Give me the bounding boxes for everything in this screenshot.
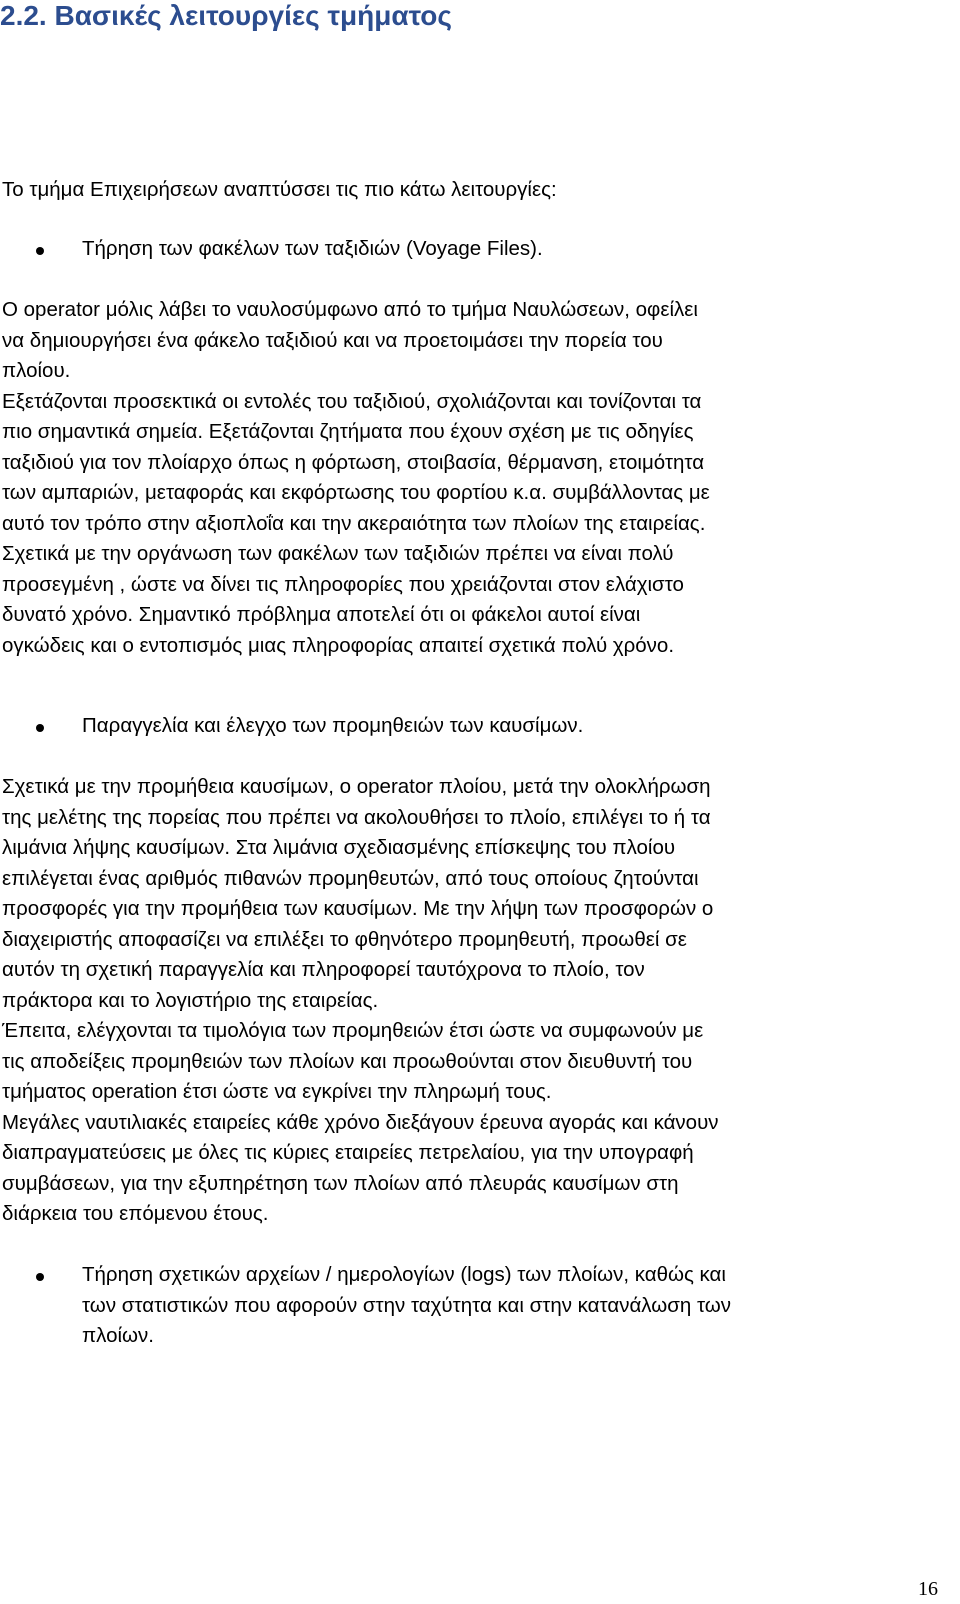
paragraph-line: πλοίου. xyxy=(2,359,71,382)
paragraph-line: δυνατό χρόνο. Σημαντικό πρόβλημα αποτελεί ότι οι φάκελοι αυτοί είναι xyxy=(2,603,641,626)
paragraph-line: τμήματος operation έτσι ώστε να εγκρίνει την πληρωμή τους. xyxy=(2,1080,552,1103)
bullet-line: πλοίων. xyxy=(82,1324,154,1347)
bullet-dot-icon xyxy=(36,1273,44,1281)
bullet-dot-icon xyxy=(36,724,44,732)
paragraph-line: της μελέτης της πορείας που πρέπει να ακολουθήσει το πλοίο, επιλέγει το ή τα xyxy=(2,805,711,829)
paragraph-line: λιμάνια λήψης καυσίμων. Στα λιμάνια σχεδιασμένης επίσκεψης του πλοίου xyxy=(2,836,676,859)
intro-text: Το τμήμα Επιχειρήσεων αναπτύσσει τις πιο κάτω λειτουργίες: xyxy=(2,178,557,201)
paragraph-line: των αμπαριών, μεταφοράς και εκφόρτωσης του φορτίου κ.α. συμβάλλοντας με xyxy=(2,481,710,504)
page-number: 16 xyxy=(918,1578,938,1600)
paragraph-line: διαχειριστής αποφασίζει να επιλέξει το φθηνότερο προμηθευτή, προωθεί σε xyxy=(2,927,687,951)
paragraph-line: Σχετικά με την προμήθεια καυσίμων, ο operator πλοίου, μετά την ολοκλήρωση xyxy=(2,775,711,798)
paragraph-line: διάρκεια του επόμενου έτους. xyxy=(2,1202,269,1225)
paragraph-line: τις αποδείξεις προμηθειών των πλοίων και προωθούνται στον διευθυντή του xyxy=(2,1049,693,1073)
bullet-line: των στατιστικών που αφορούν στην ταχύτητα και στην κατανάλωση των xyxy=(82,1293,732,1317)
paragraph-line: αυτό τον τρόπο στην αξιοπλοΐα και την ακεραιότητα των πλοίων της εταιρείας. xyxy=(2,511,706,535)
paragraph-line: Ο operator μόλις λάβει το ναυλοσύμφωνο από το τμήμα Ναυλώσεων, οφείλει xyxy=(2,298,698,321)
bullet-text xyxy=(82,711,583,742)
paragraph-line: αυτόν τη σχετική παραγγελία και πληροφορεί ταυτόχρονα το πλοίο, τον xyxy=(2,958,645,981)
paragraph-line: πιο σημαντικά σημεία. Εξετάζονται ζητήματα που έχουν σχέση με τις οδηγίες xyxy=(2,420,694,443)
paragraph-line: να δημιουργήσει ένα φάκελο ταξιδιού και να προετοιμάσει την πορεία του xyxy=(2,328,663,352)
bullet-line: Τήρηση των φακέλων των ταξιδιών (Voyage Files). xyxy=(82,237,543,260)
paragraph-line: ταξιδιού για τον πλοίαρχο όπως η φόρτωση, στοιβασία, θέρμανση, ετοιμότητα xyxy=(2,450,705,474)
bullet-line: Τήρηση σχετικών αρχείων / ημερολογίων (logs) των πλοίων, καθώς και xyxy=(82,1263,726,1286)
paragraph-line: ογκώδεις και ο εντοπισμός μιας πληροφορίας απαιτεί σχετικά πολύ χρόνο. xyxy=(2,633,675,657)
bullet-text xyxy=(82,1260,731,1352)
paragraph-line: διαπραγματεύσεις με όλες τις κύριες εταιρείες πετρελαίου, για την υπογραφή xyxy=(2,1141,694,1164)
bullet-text xyxy=(82,234,543,265)
paragraph-line: προσφορές για την προμήθεια των καυσίμων. Με την λήψη των προσφορών ο xyxy=(2,897,714,920)
bullet-dot-icon xyxy=(36,247,44,255)
paragraph-line: Σχετικά με την οργάνωση των φακέλων των ταξιδιών πρέπει να είναι πολύ xyxy=(2,542,674,565)
paragraph-line: συμβάσεων, για την εξυπηρέτηση των πλοίων από πλευράς καυσίμων στη xyxy=(2,1171,679,1195)
fuel-supply-paragraph xyxy=(2,772,922,1230)
paragraph-line: προσεγμένη , ώστε να δίνει τις πληροφορίες που χρειάζονται στον ελάχιστο xyxy=(2,572,684,596)
paragraph-line: πράκτορα και το λογιστήριο της εταιρείας. xyxy=(2,988,379,1012)
paragraph-line: επιλέγεται ένας αριθμός πιθανών προμηθευτών, από τους οποίους ζητούνται xyxy=(2,866,699,890)
paragraph-line: Έπειτα, ελέγχονται τα τιμολόγια των προμηθειών έτσι ώστε να συμφωνούν με xyxy=(2,1019,704,1042)
section-heading: 2.2. Βασικές λειτουργίες τμήματος xyxy=(0,0,452,31)
bullet-line: Παραγγελία και έλεγχο των προμηθειών των καυσίμων. xyxy=(82,714,584,737)
paragraph-line: Μεγάλες ναυτιλιακές εταιρείες κάθε χρόνο διεξάγουν έρευνα αγοράς και κάνουν xyxy=(2,1110,719,1134)
paragraph-line: Εξετάζονται προσεκτικά οι εντολές του ταξιδιού, σχολιάζονται και τονίζονται τα xyxy=(2,389,702,413)
voyage-files-paragraph xyxy=(2,295,922,661)
